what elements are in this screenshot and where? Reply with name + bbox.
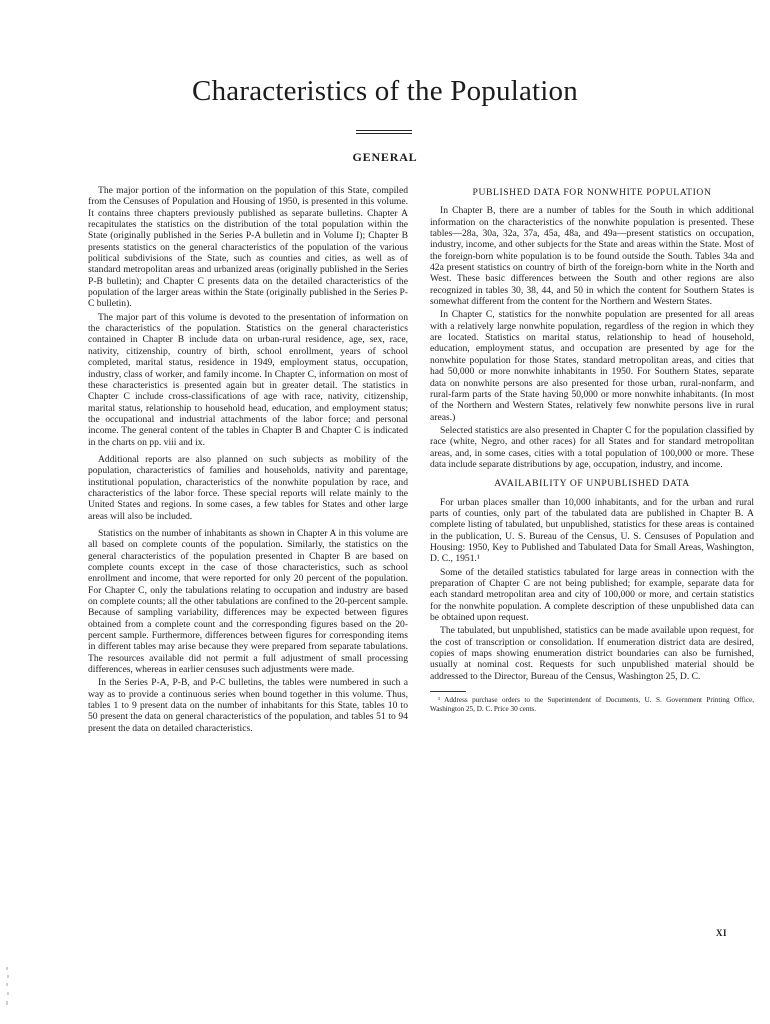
- subsection-heading: PUBLISHED DATA FOR NONWHITE POPULATION: [472, 187, 712, 198]
- paragraph: The major portion of the information on the population of this State, compiled from the Censuses of Population and Housing of 1950, is presented in this volume. It contains three chapters previously published as separate bulletins. Chapter A recapitulates the statistics on the distribution of the total population within the State (originally published in the Series P-A bulletin and in Volume I); Chapter B presents statistics on the general characteristics of the population of the various political subdivisions of the State, such as counties and cities, as well as of standard metropolitan areas and urbanized areas (originally published in the Series P-B bulletin); and Chapter C presents data on the detailed characteristics of the population of the larger areas within the State (originally published in the Series P-C bulletin).: [88, 185, 408, 310]
- footnote-rule: [430, 691, 466, 692]
- footnote: ¹ Address purchase orders to the Superintendent of Documents, U. S. Government Printing Office, Washington 25, D. C. Price 30 cents.: [430, 696, 754, 714]
- section-heading: GENERAL: [352, 150, 418, 164]
- page-title: Characteristics of the Population: [192, 75, 578, 107]
- paragraph: In Chapter B, there are a number of tables for the South in which additional information on the characteristics of the nonwhite population is presented. These tables—28a, 30a, 32a, 37a, 45a, 48a, and 49a—present statistics on occupation, industry, income, and other subjects for the State and areas within the State. Most of the foreign-born white population is to be found outside the South. Tables 34a and 42a present statistics on country of birth of the foreign-born white in the North and West. These basic differences between the South and other regions are also recognized in tables 30, 38, 44, and 50 in which the content for Southern States is somewhat different from the content for the Northern and Western States.: [430, 205, 754, 308]
- subsection-heading: AVAILABILITY OF UNPUBLISHED DATA: [494, 478, 690, 490]
- paragraph: The major part of this volume is devoted to the presentation of information on the characteristics of the population. Statistics on the general characteristics contained in Chapter B include data on urban-rural residence, age, sex, race, nativity, citizenship, country of birth, school enrollment, years of school completed, marital status, residence in 1949, employment status, occupation, industry, class of worker, and family income. In Chapter C, information on most of these characteristics is presented again but in greater detail. The statistics in Chapter C include cross-classifications of age with race, nativity, citizenship, marital status, relationship to household head, education, and employment status; the occupational and industrial attachments of the labor force; and personal income. The general content of the tables in Chapter B and Chapter C is indicated in the charts on pp. viii and ix.: [88, 311, 408, 448]
- page-number: XI: [716, 928, 728, 938]
- margin-mark-icon: [4, 965, 12, 1009]
- paragraph: The tabulated, but unpublished, statistics can be made available upon request, for the cost of transcription or consolidation. If enumeration district data are desired, copies of maps showing enumeration district boundaries can also be furnished, usually at nominal cost. Requests for such unpublished material should be addressed to the Director, Bureau of the Census, Washington 25, D. C.: [430, 625, 754, 682]
- left-column: [88, 185, 408, 734]
- paragraph: Some of the detailed statistics tabulated for large areas in connection with the preparation of Chapter C are not being published; for example, separate data for each standard metropolitan area and city of 100,000 or more, and certain statistics for the nonwhite population. A complete description of these unpublished data can be obtained upon request.: [430, 566, 754, 624]
- title-rule: [356, 133, 412, 134]
- right-column: [430, 187, 754, 714]
- paragraph: In the Series P-A, P-B, and P-C bulletins, the tables were numbered in such a way as to provide a continuous series when bound together in this volume. Thus, tables 1 to 9 present data on the number of inhabitants for this State, tables 10 to 50 present the data on general characteristics of the population, and tables 51 to 94 present the data on detailed characteristics.: [88, 677, 408, 734]
- paragraph: Selected statistics are also presented in Chapter C for the population classified by race (white, Negro, and other races) for all States and for standard metropolitan areas, and, in some cases, cities with a total population of 100,000 or more. These data include separate distributions by age, occupation, industry, and income.: [430, 424, 754, 470]
- paragraph: Statistics on the number of inhabitants as shown in Chapter A in this volume are all based on complete counts of the population. Similarly, the statistics on the general characteristics of the population presented in Chapter B are based on complete counts except in the case of those characteristics, such as school enrollment and income, that were reported for only 20 percent of the population. For Chapter C, only the tabulations relating to occupation and industry are based on complete counts; all the other tabulations are confined to the 20-percent sample. Because of sampling variability, differences may be expected between figures obtained from a complete count and the corresponding figures based on the 20-percent sample. Furthermore, differences between figures for corresponding items in different tables may arise because they were prepared from separate tabulations. The resources available did not permit a full adjustment of small processing differences, whereas in earlier censuses such adjustments were made.: [88, 527, 408, 676]
- paragraph: For urban places smaller than 10,000 inhabitants, and for the urban and rural parts of counties, only part of the tabulated data are published in Chapter B. A complete listing of tabulated, but unpublished, statistics for these areas is contained in the publication, U. S. Bureau of the Census, U. S. Censuses of Population and Housing: 1950, Key to Published and Tabulated Data for Small Areas, Washington, D. C., 1951.¹: [430, 496, 754, 565]
- paragraph: Additional reports are also planned on such subjects as mobility of the population, characteristics of families and households, nativity and parentage, institutional population, characteristics of the nonwhite population by race, and characteristics of the labor force. These special reports will relate mainly to the United States and regions. In some cases, a few tables for States and other large areas will also be included.: [88, 453, 408, 522]
- paragraph: In Chapter C, statistics for the nonwhite population are presented for all areas with a relatively large nonwhite population, regardless of the region in which they are located. Statistics on marital status, relationship to head of household, education, employment status, and occupation are presented by age for the nonwhite population for those States, standard metropolitan areas, and cities that had 50,000 or more nonwhite inhabitants in 1950. For Southern States, separate data on nonwhite persons are also presented for those urban, rural-nonfarm, and rural-farm parts of the State having 50,000 or more nonwhite inhabitants. (In most of the Northern and Western States, relatively few nonwhite persons live in rural areas.): [430, 309, 754, 423]
- title-rule: [356, 130, 412, 131]
